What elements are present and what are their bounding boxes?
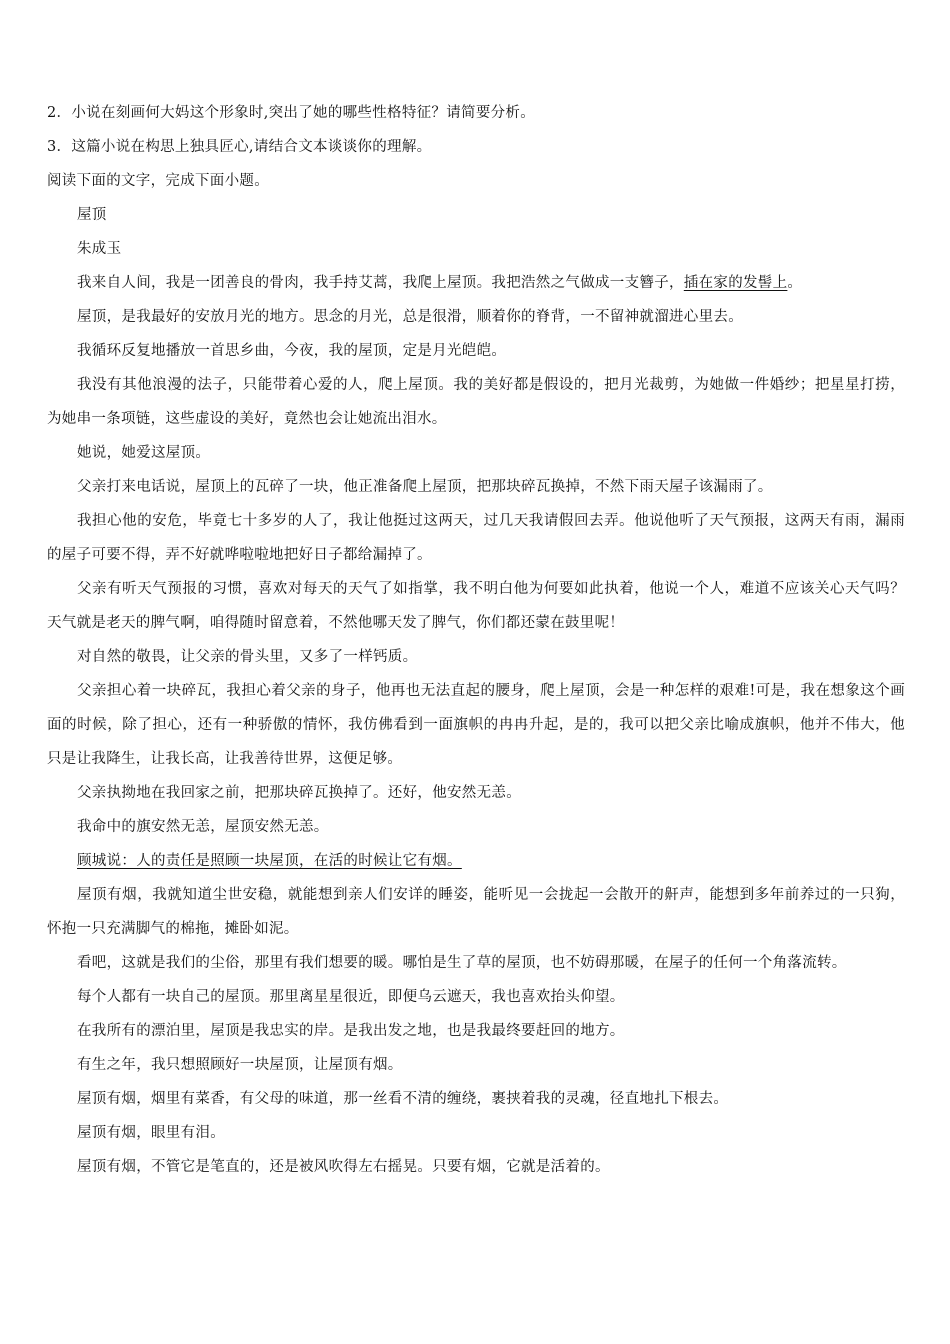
document-body — [47, 96, 905, 1184]
paragraph: 屋顶有烟，眼里有泪。 — [77, 1125, 225, 1141]
paragraph: 对自然的敬畏，让父亲的骨头里，又多了一样钙质。 — [77, 649, 418, 665]
paragraph: 屋顶有烟，不管它是笔直的，还是被风吹得左右摇晃。只要有烟，它就是活着的。 — [77, 1159, 610, 1175]
paragraph: 父亲执拗地在我回家之前，把那块碎瓦换掉了。还好，他安然无恙。 — [77, 785, 521, 801]
underlined-sentence: 顾城说：人的责任是照顾一块屋顶，在活的时候让它有烟。 — [77, 853, 462, 869]
paragraph: 父亲有听天气预报的习惯，喜欢对每天的天气了如指掌，我不明白他为何要如此执着，他说一个人，难道不应该关心天气吗？天气就是老天的脾气啊，咱得随时留意着，不然他哪天发了脾气，你们都还蒙在鼓里呢！ — [47, 581, 905, 631]
paragraph: 屋顶，是我最好的安放月光的地方。思念的月光，总是很滑，顺着你的脊背，一不留神就溜进心里去。 — [77, 309, 743, 325]
question-2: 2．小说在刻画何大妈这个形象时,突出了她的哪些性格特征？请简要分析。 — [47, 105, 536, 121]
article-title: 屋顶 — [77, 207, 107, 223]
paragraph: 有生之年，我只想照顾好一块屋顶，让屋顶有烟。 — [77, 1057, 403, 1073]
paragraph: 父亲打来电话说，屋顶上的瓦碎了一块，他正准备爬上屋顶，把那块碎瓦换掉，不然下雨天屋子该漏雨了。 — [77, 479, 773, 495]
paragraph: 看吧，这就是我们的尘俗，那里有我们想要的暖。哪怕是生了草的屋顶，也不妨碍那暖，在屋子的任何一个角落流转。 — [77, 955, 847, 971]
paragraph: 屋顶有烟，烟里有菜香，有父母的味道，那一丝看不清的缠绕，裹挟着我的灵魂，径直地扎下根去。 — [77, 1091, 729, 1107]
paragraph: 在我所有的漂泊里，屋顶是我忠实的岸。是我出发之地，也是我最终要赶回的地方。 — [77, 1023, 625, 1039]
paragraph-quote — [47, 844, 905, 878]
paragraph: 每个人都有一块自己的屋顶。那里离星星很近，即便乌云遮天，我也喜欢抬头仰望。 — [77, 989, 625, 1005]
paragraph-text: 我来自人间，我是一团善良的骨肉，我手持艾蒿，我爬上屋顶。我把浩然之气做成一支簪子， — [77, 275, 684, 291]
underlined-phrase: 插在家的发髻上 — [683, 275, 788, 291]
paragraph: 屋顶有烟，我就知道尘世安稳，就能想到亲人们安详的睡姿，能听见一会拢起一会散开的鼾声，能想到多年前养过的一只狗，怀抱一只充满脚气的棉拖，摊卧如泥。 — [47, 887, 905, 937]
paragraph — [47, 266, 905, 300]
paragraph: 我担心他的安危，毕竟七十多岁的人了，我让他挺过这两天，过几天我请假回去弄。他说他听了天气预报，这两天有雨，漏雨的屋子可要不得，弄不好就哗啦啦地把好日子都给漏掉了。 — [47, 513, 905, 563]
paragraph-text: 。 — [787, 275, 803, 291]
paragraph: 我命中的旗安然无恙，屋顶安然无恙。 — [77, 819, 329, 835]
paragraph: 她说，她爱这屋顶。 — [77, 445, 211, 461]
paragraph: 我没有其他浪漫的法子，只能带着心爱的人，爬上屋顶。我的美好都是假设的，把月光裁剪，为她做一件婚纱；把星星打捞，为她串一条项链，这些虚设的美好，竟然也会让她流出泪水。 — [47, 377, 905, 427]
paragraph: 父亲担心着一块碎瓦，我担心着父亲的身子，他再也无法直起的腰身，爬上屋顶，会是一种怎样的艰难!可是，我在想象这个画面的时候，除了担心，还有一种骄傲的情怀，我仿佛看到一面旗帜的冉冉升起，是的，我可以把父亲比喻成旗帜，他并不伟大，他只是让我降生，让我长高，让我善待世界，这便足够。 — [47, 683, 905, 767]
question-3: 3．这篇小说在构思上独具匠心,请结合文本谈谈你的理解。 — [47, 139, 432, 155]
reading-instruction: 阅读下面的文字，完成下面小题。 — [47, 173, 269, 189]
article-author: 朱成玉 — [77, 241, 122, 257]
paragraph: 我循环反复地播放一首思乡曲，今夜，我的屋顶，定是月光皑皑。 — [77, 343, 507, 359]
